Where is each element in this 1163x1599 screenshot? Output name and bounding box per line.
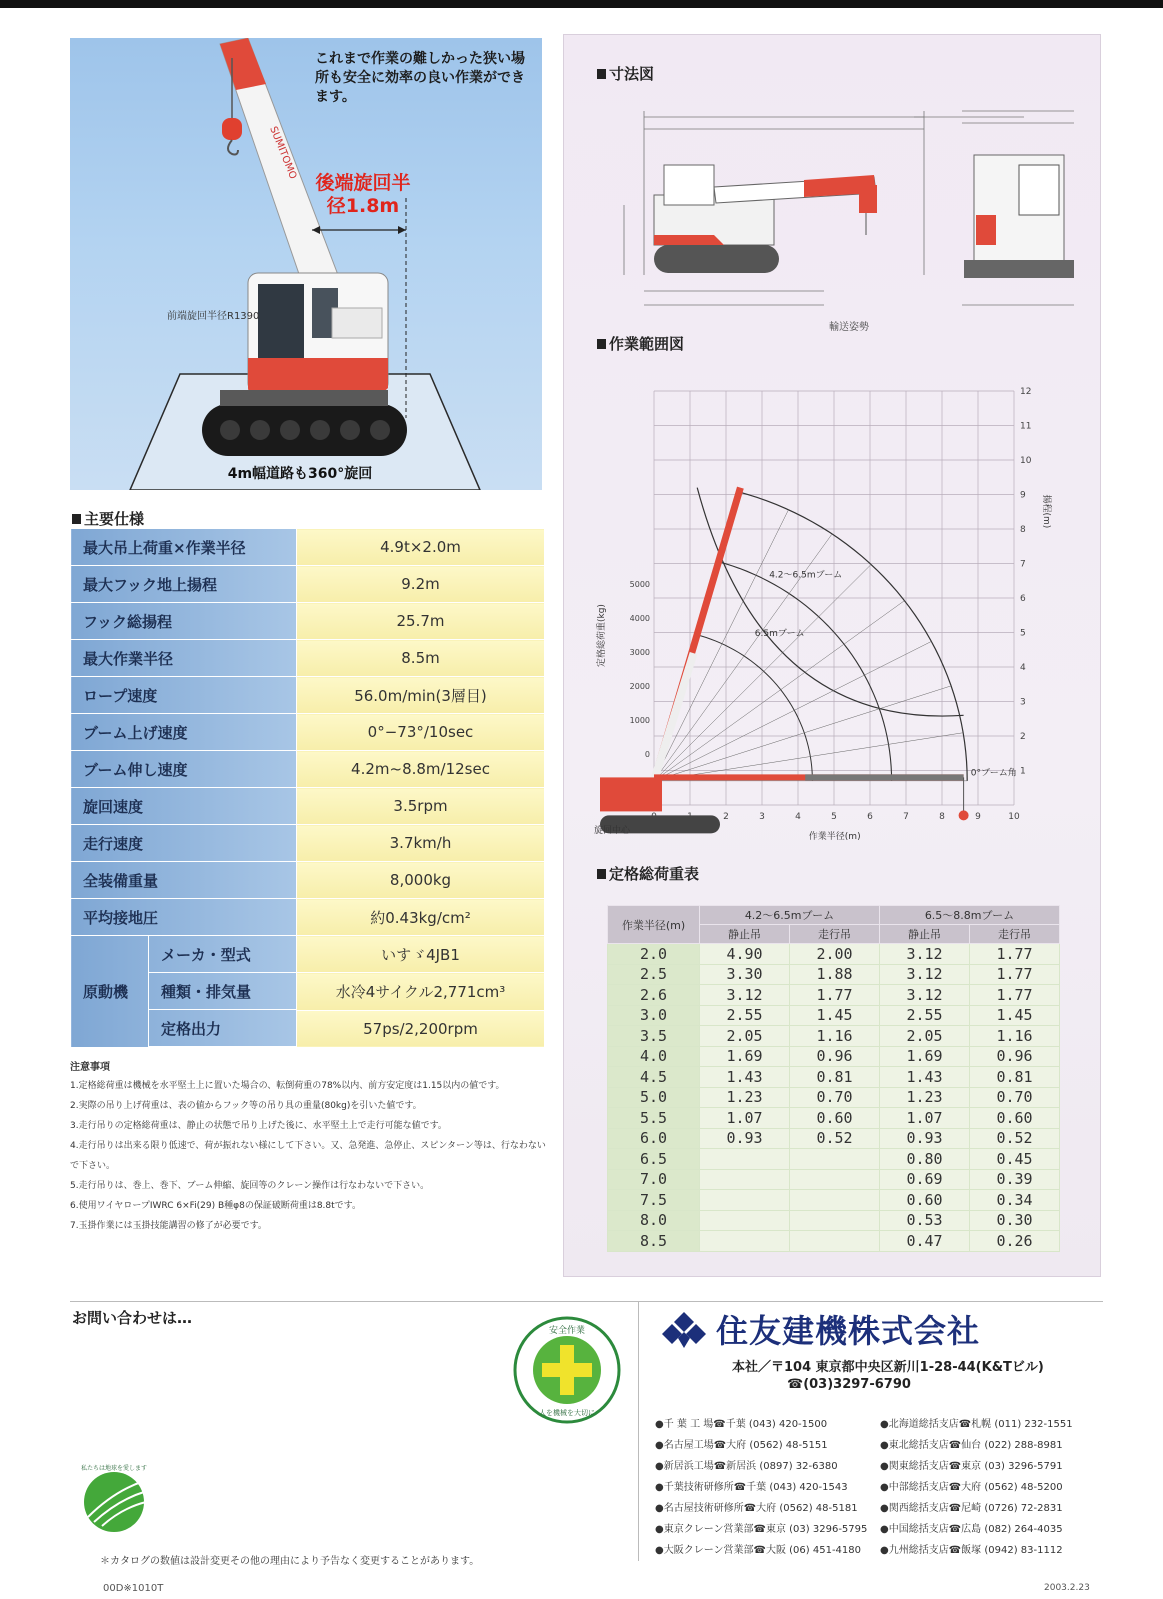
load-cell: 3.30 <box>700 964 790 985</box>
load-tick-label: 4000 <box>629 614 650 623</box>
load-cell: 0.81 <box>970 1067 1060 1088</box>
inquiry-label: お問い合わせは… <box>72 1309 193 1327</box>
spec-value: 25.7m <box>297 603 545 640</box>
engine-value: 57ps/2,200rpm <box>297 1010 545 1047</box>
pivot-label: 旋回中心 <box>594 826 631 836</box>
load-cell: 0.60 <box>790 1108 880 1129</box>
angle-line <box>654 601 904 781</box>
load-cell: 1.69 <box>880 1046 970 1067</box>
load-cell: 3.12 <box>700 985 790 1006</box>
boom-a-label: 4.2〜6.5mブーム <box>769 570 843 581</box>
y-tick-label: 8 <box>1020 525 1026 535</box>
y-axis-label-right: 揚程(m) <box>1041 494 1051 529</box>
load-tick-label: 2000 <box>629 682 650 691</box>
load-cell: 0.45 <box>970 1149 1060 1170</box>
load-cell: 1.45 <box>790 1005 880 1026</box>
footer-divider <box>70 1301 1103 1302</box>
spec-row <box>71 714 545 751</box>
y-tick-label: 6 <box>1020 594 1026 604</box>
y-tick-label: 7 <box>1020 559 1026 570</box>
load-cell: 0.70 <box>790 1087 880 1108</box>
load-row <box>608 1169 1060 1190</box>
load-cell: 0.96 <box>970 1046 1060 1067</box>
load-cell: 0.96 <box>790 1046 880 1067</box>
spec-value: 4.2m~8.8m/12sec <box>297 751 545 788</box>
load-tick-label: 1000 <box>629 716 650 725</box>
load-cell: 0.80 <box>880 1149 970 1170</box>
load-row <box>608 964 1060 985</box>
badge-top-text: 安全作業 <box>548 1326 586 1336</box>
branch-row <box>655 1498 1105 1519</box>
load-cell <box>700 1149 790 1170</box>
angle-line <box>654 733 963 781</box>
load-cell <box>790 1231 880 1252</box>
load-tick-label: 3000 <box>629 648 650 657</box>
spec-row <box>71 529 545 566</box>
load-cell: 0.39 <box>970 1169 1060 1190</box>
load-cell: 4.90 <box>700 944 790 965</box>
badge-bottom-text: 人を機械を大切に <box>539 1409 595 1417</box>
disclaimer: ＊カタログの数値は設計変更その他の理由により予告なく変更することがあります。 <box>100 1556 480 1567</box>
spec-label: フック総揚程 <box>71 603 297 640</box>
transport-label: 輸送姿勢 <box>829 322 869 333</box>
load-cell: 0.70 <box>970 1087 1060 1108</box>
load-cell: 2.05 <box>700 1026 790 1047</box>
spec-value: 約0.43kg/cm² <box>297 899 545 936</box>
hook <box>959 810 969 820</box>
y-tick-label: 3 <box>1020 697 1026 708</box>
load-cell: 0.34 <box>970 1190 1060 1211</box>
dimension-drawing <box>604 95 1074 345</box>
load-cell: 1.77 <box>790 985 880 1006</box>
load-row <box>608 1149 1060 1170</box>
boom-b-label: 6.5mブーム <box>754 628 805 639</box>
x-tick-label: 6 <box>867 812 873 822</box>
spec-label: 全装備重量 <box>71 862 297 899</box>
spec-row <box>71 862 545 899</box>
load-cell: 0.26 <box>970 1231 1060 1252</box>
load-row <box>608 1190 1060 1211</box>
load-cell: 0.52 <box>790 1128 880 1149</box>
x-tick-label: 10 <box>1008 812 1020 822</box>
load-cell: 0.52 <box>970 1128 1060 1149</box>
hero-illustration <box>70 38 542 490</box>
spec-value: 9.2m <box>297 566 545 603</box>
load-cell: 1.77 <box>970 985 1060 1006</box>
x-tick-label: 4 <box>795 812 801 822</box>
load-row <box>608 1128 1060 1149</box>
spec-value: 3.5rpm <box>297 788 545 825</box>
load-cell: 2.55 <box>880 1005 970 1026</box>
note-item: 7.玉掛作業には玉掛技能講習の修了が必要です。 <box>70 1221 267 1231</box>
eco-mark-icon <box>78 1462 150 1534</box>
static-header: 静止吊 <box>700 925 790 944</box>
branch-item: ●大阪クレーン営業部☎大阪 (06) 451-4180 <box>655 1545 862 1556</box>
front-swing-radius-label: 前端旋回半径R1390 <box>167 311 260 322</box>
radius-cell: 2.0 <box>608 944 700 965</box>
load-cell <box>790 1190 880 1211</box>
radius-cell: 4.5 <box>608 1067 700 1088</box>
note-item: 4.走行吊りは出来る限り低速で、荷が振れない様にして下さい。又、急発進、急停止、スピンターン等は、行なわないで下さい。 <box>70 1141 546 1171</box>
note-item: 1.定格総荷重は機械を水平堅土上に置いた場合の、転倒荷重の78%以内、前方安定度は1.15以内の値です。 <box>70 1081 505 1091</box>
branch-item: ●新居浜工場☎新居浜 (0897) 32-6380 <box>655 1461 838 1472</box>
y-tick-label: 10 <box>1020 456 1032 466</box>
load-cell: 0.93 <box>700 1128 790 1149</box>
load-cell: 2.05 <box>880 1026 970 1047</box>
load-cell: 1.69 <box>700 1046 790 1067</box>
branch-row <box>655 1456 1105 1477</box>
y-tick-label: 12 <box>1020 387 1032 397</box>
branch-row <box>655 1540 1105 1561</box>
branch-item: ●中部総括支店☎大府 (0562) 48-5200 <box>880 1482 1063 1493</box>
load-row <box>608 1231 1060 1252</box>
x-tick-label: 9 <box>975 812 981 822</box>
radius-cell: 3.0 <box>608 1005 700 1026</box>
x-tick-label: 2 <box>723 812 729 822</box>
x-tick-label: 3 <box>759 812 765 822</box>
branch-item: ●名古屋技術研修所☎大府 (0562) 48-5181 <box>655 1503 858 1514</box>
radius-cell: 6.0 <box>608 1128 700 1149</box>
load-cell: 1.43 <box>880 1067 970 1088</box>
load-cell: 0.93 <box>880 1128 970 1149</box>
load-title: 定格総荷重表 <box>597 863 699 884</box>
spec-row <box>71 788 545 825</box>
load-cell: 1.23 <box>880 1087 970 1108</box>
radius-cell: 2.6 <box>608 985 700 1006</box>
engine-value: いすゞ4JB1 <box>297 936 545 973</box>
engine-sub-label: 定格出力 <box>149 1010 296 1047</box>
load-cell: 1.16 <box>790 1026 880 1047</box>
load-row <box>608 1026 1060 1047</box>
radius-cell: 5.5 <box>608 1108 700 1129</box>
raised-boom-base <box>654 653 694 781</box>
x-axis-label: 作業半径(m) <box>808 832 861 842</box>
spec-value: 4.9t×2.0m <box>297 529 545 566</box>
engine-sub-label: 種類・排気量 <box>149 973 296 1010</box>
load-row <box>608 1067 1060 1088</box>
branch-item: ●東北総括支店☎仙台 (022) 288-8981 <box>880 1440 1063 1451</box>
radius-cell: 3.5 <box>608 1026 700 1047</box>
radius-cell: 5.0 <box>608 1087 700 1108</box>
safety-badge-icon <box>512 1315 622 1425</box>
load-cell <box>790 1169 880 1190</box>
load-table <box>607 905 1060 1252</box>
branch-list <box>655 1414 1105 1561</box>
load-cell: 0.60 <box>970 1108 1060 1129</box>
load-cell: 1.43 <box>700 1067 790 1088</box>
load-row <box>608 1046 1060 1067</box>
spec-table <box>70 528 545 1048</box>
spec-value: 8.5m <box>297 640 545 677</box>
load-cell: 0.30 <box>970 1210 1060 1231</box>
note-item: 5.走行吊りは、巻上、巻下、ブーム伸縮、旋回等のクレーン操作は行なわないで下さい。 <box>70 1181 430 1191</box>
load-cell <box>700 1231 790 1252</box>
load-cell <box>790 1149 880 1170</box>
x-tick-label: 5 <box>831 812 837 822</box>
spec-value: 56.0m/min(3層目) <box>297 677 545 714</box>
engine-label: 原動機 <box>71 936 149 1047</box>
hq-address: 本社／〒104 東京都中央区新川1-28-44(K&Tビル) <box>732 1360 1044 1375</box>
load-cell: 1.88 <box>790 964 880 985</box>
engine-value: 水冷4サイクル2,771cm³ <box>297 973 545 1010</box>
spec-row <box>71 677 545 714</box>
company-logo-icon <box>656 1310 712 1350</box>
hero-caption: これまで作業の難しかった狭い場所も安全に効率の良い作業ができます。 <box>315 51 525 105</box>
load-cell: 1.77 <box>970 964 1060 985</box>
note-item: 6.使用ワイヤロープIWRC 6×Fi(29) B種φ8の保証破断荷重は8.8tです。 <box>70 1201 361 1211</box>
notes-title: 注意事項 <box>70 1062 110 1073</box>
branch-item: ●東京クレーン営業部☎東京 (03) 3296-5795 <box>655 1524 868 1535</box>
branch-row <box>655 1435 1105 1456</box>
branch-item: ●九州総括支店☎飯塚 (0942) 83-1112 <box>880 1545 1063 1556</box>
spec-label: ブーム上げ速度 <box>71 714 297 751</box>
y-tick-label: 9 <box>1020 490 1026 501</box>
load-row <box>608 1108 1060 1129</box>
catalog-code: 00D※1010T <box>103 1583 164 1594</box>
load-cell: 0.81 <box>790 1067 880 1088</box>
load-cell: 1.07 <box>700 1108 790 1129</box>
branch-item: ●千 葉 工 場☎千葉 (043) 420-1500 <box>655 1419 828 1430</box>
load-cell <box>700 1169 790 1190</box>
y-tick-label: 2 <box>1020 732 1026 742</box>
group-a-header: 4.2〜6.5mブーム <box>700 906 880 925</box>
load-cell: 1.16 <box>970 1026 1060 1047</box>
hq-tel: ☎(03)3297-6790 <box>787 1377 911 1392</box>
note-item: 2.実際の吊り上げ荷重は、表の値からフック等の吊り具の重量(80kg)を引いた値です。 <box>70 1101 422 1111</box>
load-cell: 0.47 <box>880 1231 970 1252</box>
top-bar <box>0 0 1163 8</box>
spec-row <box>71 566 545 603</box>
spec-row <box>71 825 545 862</box>
spec-label: 最大作業半径 <box>71 640 297 677</box>
spec-value: 8,000kg <box>297 862 545 899</box>
spec-label: ロープ速度 <box>71 677 297 714</box>
load-cell <box>790 1210 880 1231</box>
diagram-panel <box>563 34 1101 1277</box>
load-row <box>608 1005 1060 1026</box>
radius-header: 作業半径(m) <box>608 906 700 944</box>
load-cell <box>700 1190 790 1211</box>
load-row <box>608 985 1060 1006</box>
spec-row <box>71 751 545 788</box>
spec-title: 主要仕様 <box>72 508 144 529</box>
load-cell: 1.23 <box>700 1087 790 1108</box>
eco-text: 私たちは地球を愛します <box>80 1465 148 1472</box>
branch-item: ●関西総括支店☎尼崎 (0726) 72-2831 <box>880 1503 1063 1514</box>
branch-item: ●千葉技術研修所☎千葉 (043) 420-1543 <box>655 1482 848 1493</box>
y-axis-label-left: 定格総荷重(kg) <box>597 604 607 667</box>
svg-text:SUMITOMO: SUMITOMO <box>267 125 299 181</box>
angle-zero-label: 0°ブーム角 <box>970 768 1017 779</box>
branch-row <box>655 1414 1105 1435</box>
y-tick-label: 11 <box>1020 421 1032 432</box>
load-cell: 3.12 <box>880 985 970 1006</box>
load-curve <box>697 488 963 716</box>
radius-cell: 4.0 <box>608 1046 700 1067</box>
road-width-label: 4m幅道路も360°旋回 <box>227 466 373 482</box>
radius-cell: 8.5 <box>608 1231 700 1252</box>
spec-label: ブーム伸し速度 <box>71 751 297 788</box>
y-tick-label: 5 <box>1020 628 1026 639</box>
load-cell: 3.12 <box>880 964 970 985</box>
load-cell: 2.55 <box>700 1005 790 1026</box>
rear-swing-radius-label: 後端旋回半径1.8m <box>315 172 411 217</box>
branch-item: ●北海道総括支店☎札幌 (011) 232-1551 <box>880 1419 1073 1430</box>
load-tick-label: 5000 <box>629 580 650 589</box>
load-row <box>608 1210 1060 1231</box>
radius-cell: 7.0 <box>608 1169 700 1190</box>
load-cell: 3.12 <box>880 944 970 965</box>
travel-header: 走行吊 <box>970 925 1060 944</box>
spec-row <box>71 899 545 936</box>
spec-label: 最大フック地上揚程 <box>71 566 297 603</box>
radius-cell: 8.0 <box>608 1210 700 1231</box>
branch-row <box>655 1477 1105 1498</box>
spec-row <box>71 640 545 677</box>
load-cell: 0.53 <box>880 1210 970 1231</box>
travel-header: 走行吊 <box>790 925 880 944</box>
print-date: 2003.2.23 <box>1044 1583 1090 1593</box>
group-b-header: 6.5〜8.8mブーム <box>880 906 1060 925</box>
dimension-title: 寸法図 <box>597 63 654 84</box>
load-cell: 0.69 <box>880 1169 970 1190</box>
spec-engine-row <box>71 936 545 973</box>
range-title: 作業範囲図 <box>597 333 684 354</box>
static-header: 静止吊 <box>880 925 970 944</box>
footer-vertical-divider <box>638 1301 639 1561</box>
y-tick-label: 1 <box>1020 766 1026 777</box>
spec-value: 0°−73°/10sec <box>297 714 545 751</box>
company-name: 住友建機株式会社 <box>716 1312 981 1350</box>
load-cell: 1.45 <box>970 1005 1060 1026</box>
crane-body <box>600 777 662 811</box>
branch-row <box>655 1519 1105 1540</box>
spec-row <box>71 603 545 640</box>
load-cell: 0.60 <box>880 1190 970 1211</box>
y-tick-label: 4 <box>1020 663 1026 673</box>
spec-label: 走行速度 <box>71 825 297 862</box>
spec-label: 平均接地圧 <box>71 899 297 936</box>
radius-cell: 7.5 <box>608 1190 700 1211</box>
working-range-chart <box>584 365 1084 855</box>
branch-item: ●名古屋工場☎大府 (0562) 48-5151 <box>655 1440 828 1451</box>
load-cell <box>700 1210 790 1231</box>
notes <box>70 1060 550 1236</box>
load-cell: 1.07 <box>880 1108 970 1129</box>
x-tick-label: 7 <box>903 812 909 822</box>
note-item: 3.走行吊りの定格総荷重は、静止の状態で吊り上げた後に、水平堅土上で走行可能な値です。 <box>70 1121 447 1131</box>
branch-item: ●中国総括支店☎広島 (082) 264-4035 <box>880 1524 1063 1535</box>
spec-value: 3.7km/h <box>297 825 545 862</box>
load-row <box>608 1087 1060 1108</box>
angle-line <box>654 686 951 781</box>
branch-item: ●関東総括支店☎東京 (03) 3296-5791 <box>880 1461 1063 1472</box>
spec-label: 最大吊上荷重×作業半径 <box>71 529 297 566</box>
load-row <box>608 944 1060 965</box>
load-cell: 2.00 <box>790 944 880 965</box>
x-tick-label: 8 <box>939 812 945 822</box>
load-tick-label: 0 <box>644 750 650 759</box>
spec-label: 旋回速度 <box>71 788 297 825</box>
radius-cell: 2.5 <box>608 964 700 985</box>
load-cell: 1.77 <box>970 944 1060 965</box>
engine-sub-label: メーカ・型式 <box>149 936 296 973</box>
radius-cell: 6.5 <box>608 1149 700 1170</box>
